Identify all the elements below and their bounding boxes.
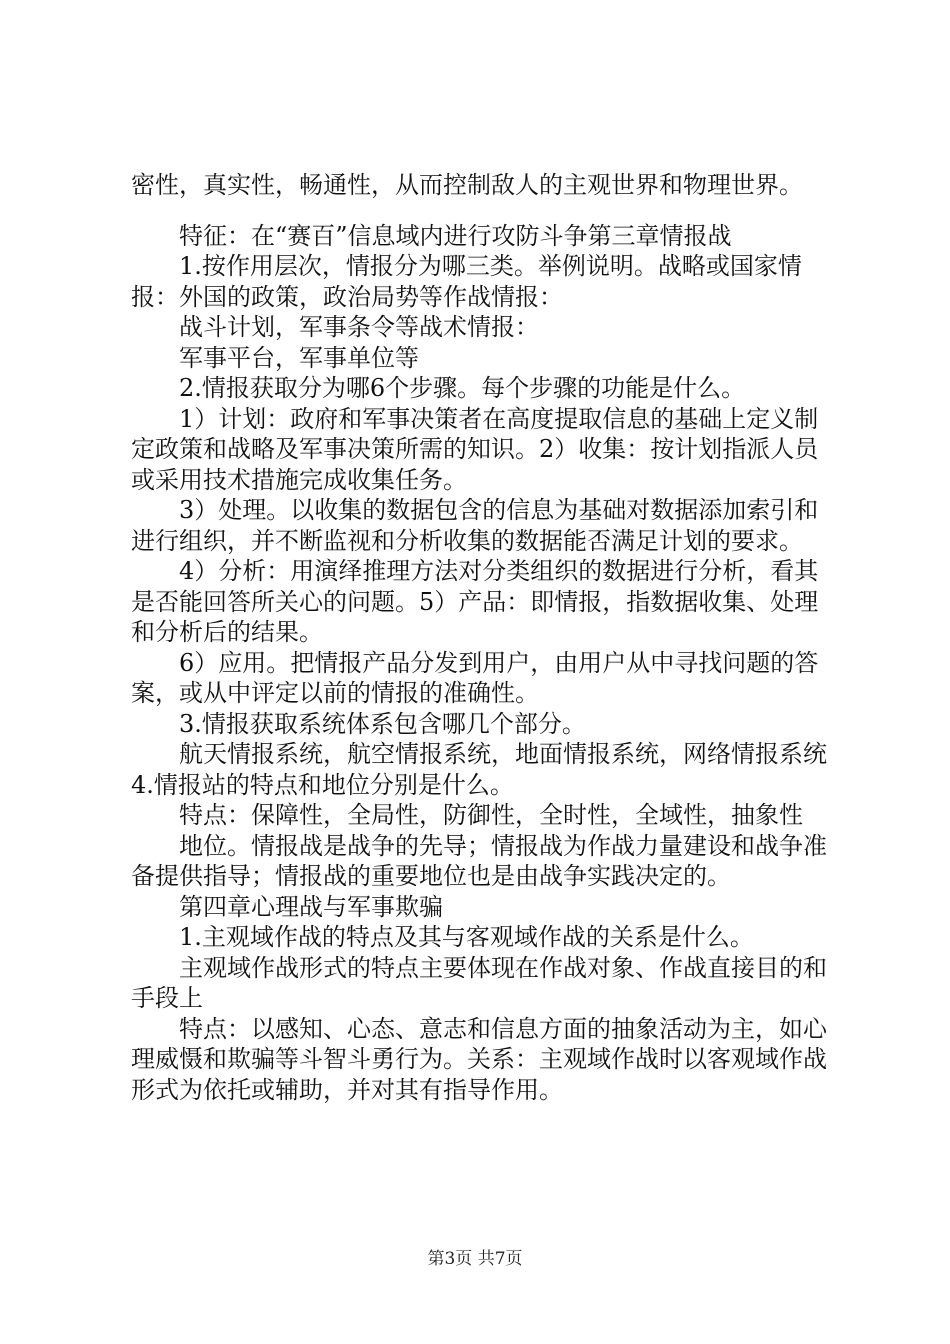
paragraph-15: 第四章心理战与军事欺骗: [179, 892, 443, 921]
paragraph-6: 2.情报获取分为哪6个步骤。每个步骤的功能是什么。: [179, 374, 746, 402]
paragraph-10: 6）应用。把情报产品分发到用户，由用户从中寻找问题的答案，或从中评定以前的情报的准确性。: [131, 648, 819, 707]
paragraph-11: 3.情报获取系统体系包含哪几个部分。: [179, 709, 586, 738]
paragraph-4: 战斗计划，军事条令等战术情报：: [179, 313, 539, 341]
document-body: [131, 170, 831, 1105]
paragraph-18: 特点：以感知、心态、意志和信息方面的抽象活动为主，如心理威慑和欺骗等斗智斗勇行为。关系：主观域作战时以客观域作战形式为依托或辅助，并对其有指导作用。: [131, 1014, 827, 1104]
paragraph-12: 航天情报系统，航空情报系统，地面情报系统，网络情报系统4.情报站的特点和地位分别是什么。: [131, 740, 827, 799]
paragraph-13: 特点：保障性，全局性，防御性，全时性，全域性，抽象性: [179, 801, 803, 829]
paragraph-16: 1.主观域作战的特点及其与客观域作战的关系是什么。: [179, 923, 754, 951]
paragraph-17: 主观域作战形式的特点主要体现在作战对象、作战直接目的和手段上: [131, 953, 827, 1012]
paragraph-14: 地位。情报战是战争的先导；情报战为作战力量建设和战争准备提供指导；情报战的重要地位也是由战争实践决定的。: [131, 831, 827, 890]
paragraph-1: 密性，真实性，畅通性，从而控制敌人的主观世界和物理世界。: [131, 171, 803, 199]
paragraph-2: 特征：在“赛百”信息域内进行攻防斗争第三章情报战: [179, 221, 732, 250]
paragraph-9: 4）分析：用演绎推理方法对分类组织的数据进行分析，看其是否能回答所关心的问题。5）产品：即情报，指数据收集、处理和分析后的结果。: [131, 557, 819, 646]
paragraph-3: 1.按作用层次，情报分为哪三类。举例说明。战略或国家情报：外国的政策，政治局势等作战情报：: [131, 252, 802, 311]
paragraph-7: 1）计划：政府和军事决策者在高度提取信息的基础上定义制定政策和战略及军事决策所需的知识。2）收集：按计划指派人员或采用技术措施完成收集任务。: [131, 404, 819, 494]
page-footer: 第3页 共7页: [427, 1249, 523, 1269]
paragraph-8: 3）处理。以收集的数据包含的信息为基础对数据添加索引和进行组织，并不断监视和分析收集的数据能否满足计划的要求。: [131, 496, 819, 555]
paragraph-5: 军事平台，军事单位等: [179, 343, 419, 372]
